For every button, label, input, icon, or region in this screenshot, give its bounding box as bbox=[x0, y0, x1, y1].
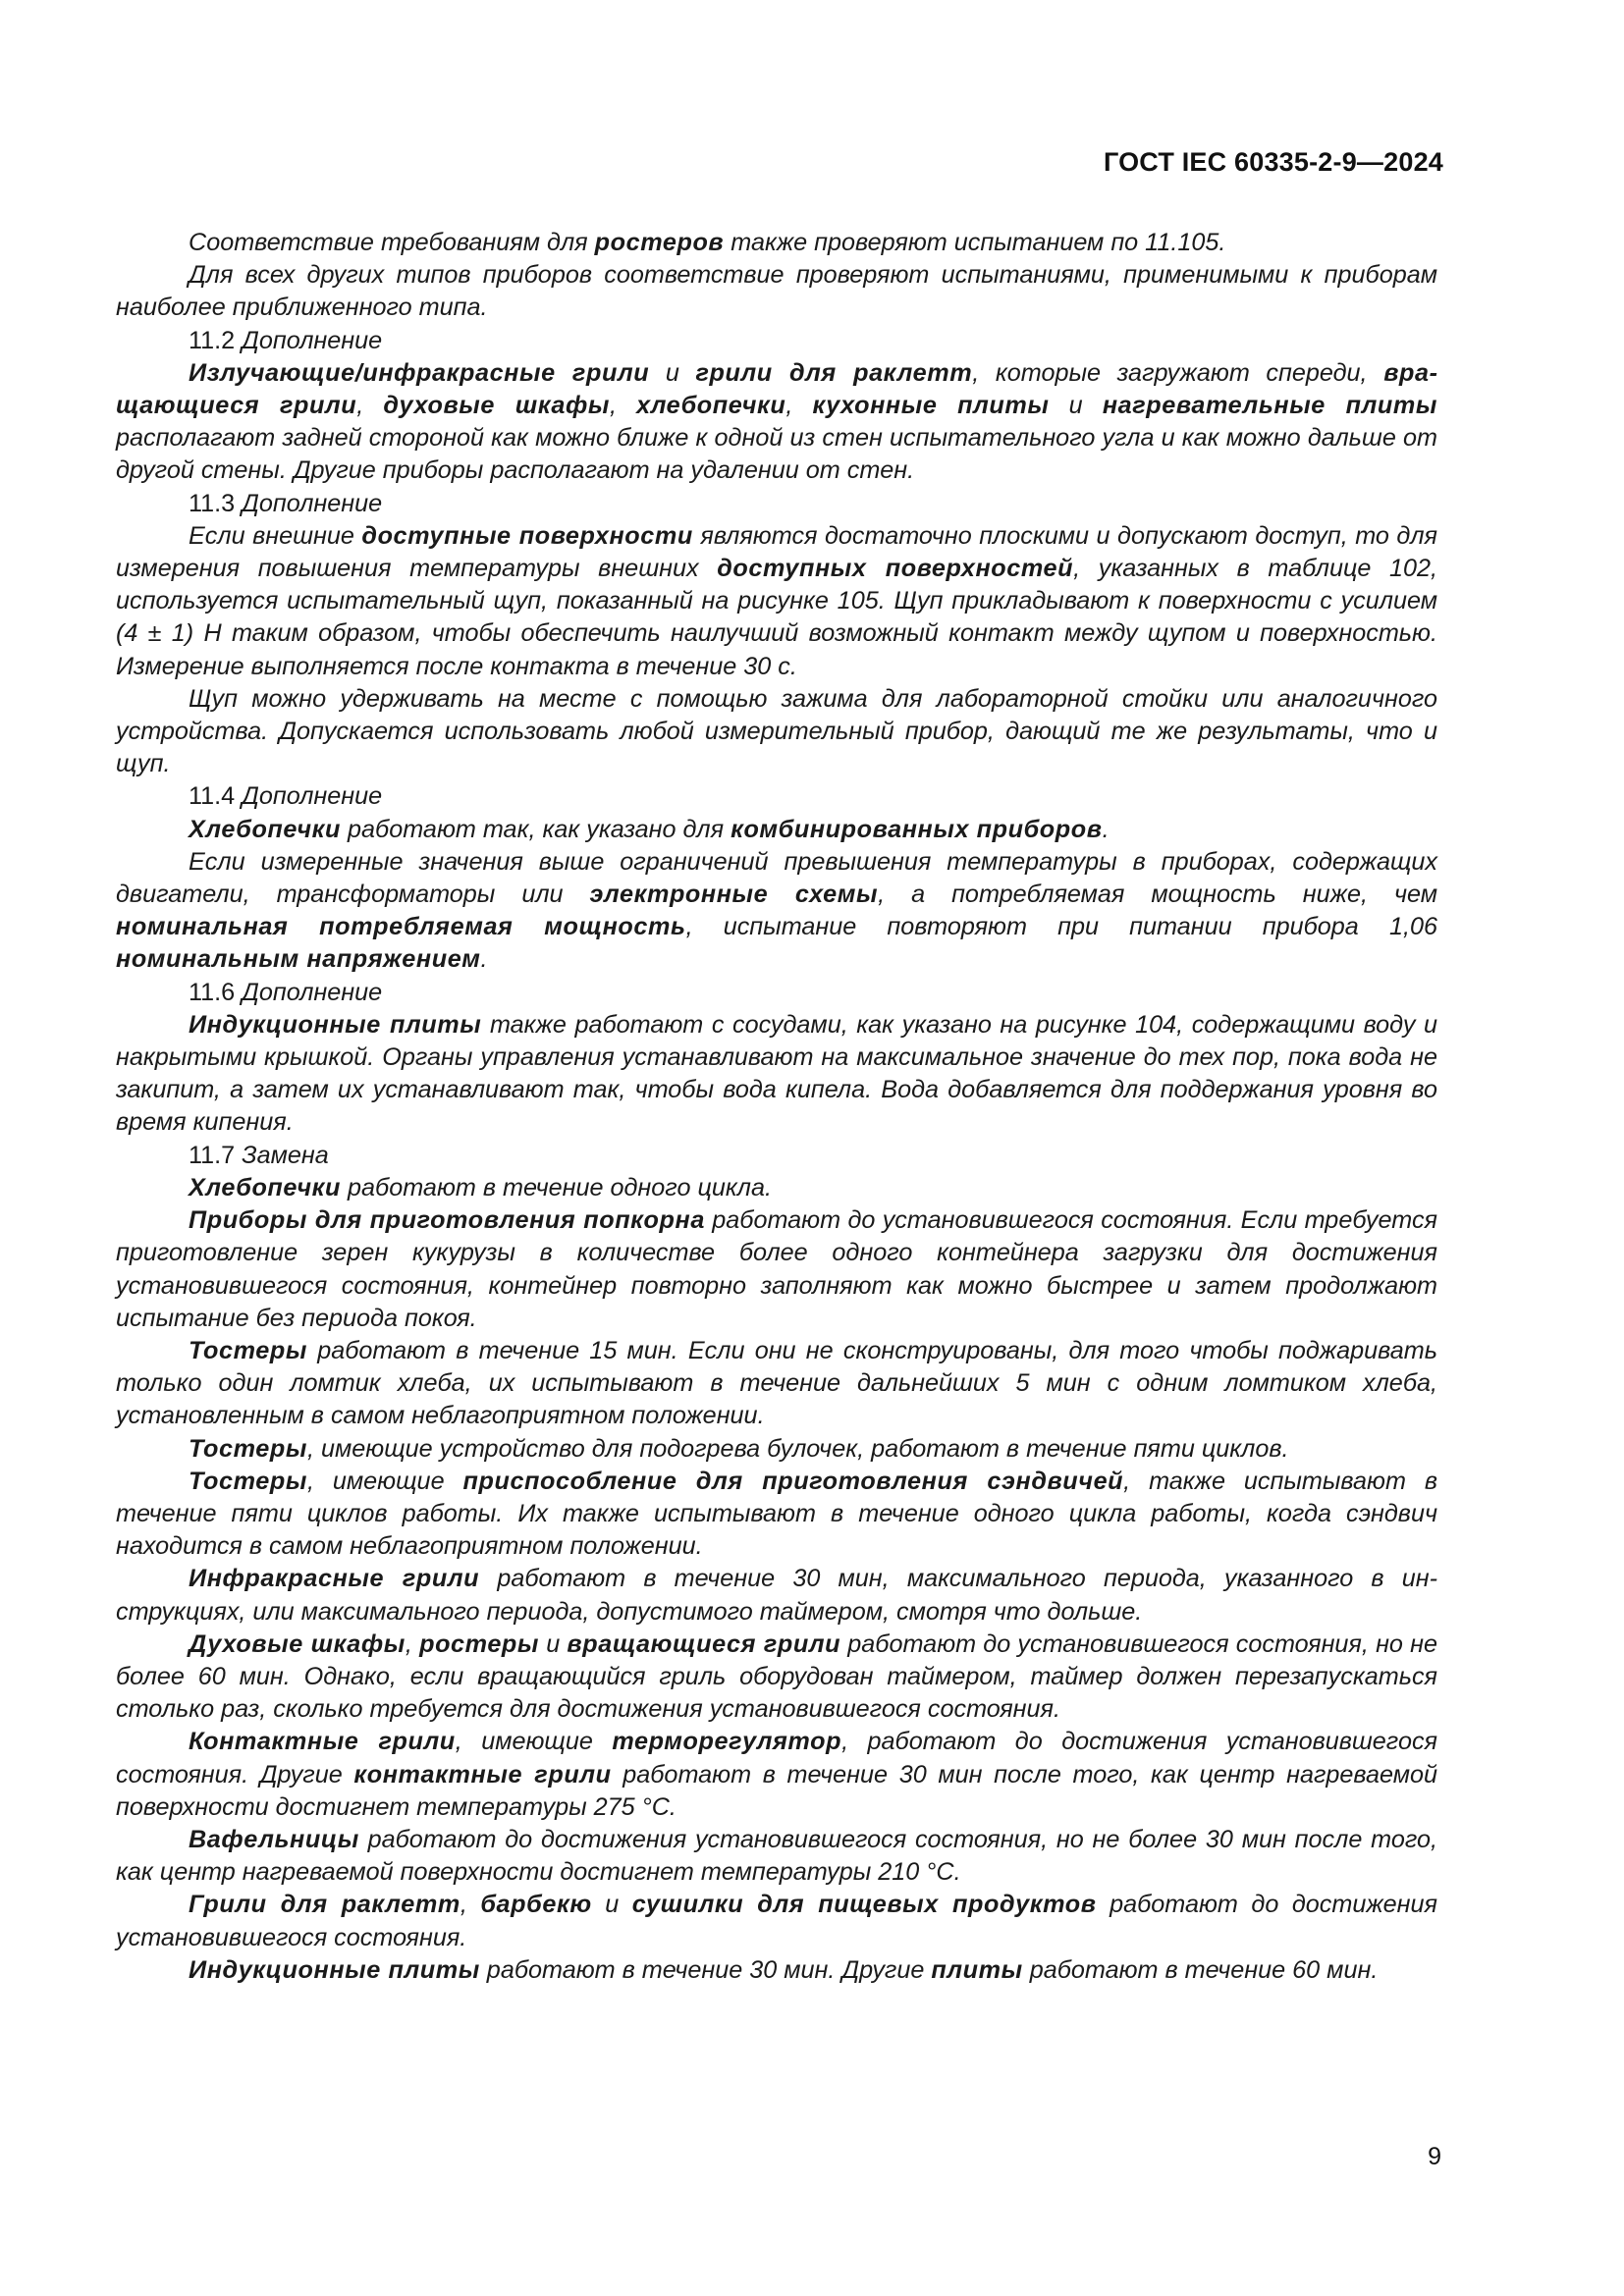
defined-term: Индукционные плиты bbox=[189, 1955, 480, 1984]
text-run: работают в течение 15 мин. Если они не сконструированы, для того чтобы поджаривать только один ломтик хлеба, их испытывают в течение дальнейших 5 мин с одним ломтиком хлеба, установленным в самом неблагоприятном положении. bbox=[116, 1336, 1437, 1430]
section-number: 11.6 bbox=[189, 978, 243, 1006]
section-number: 11.4 bbox=[189, 782, 243, 811]
text-run: , также испытывают в течение пяти циклов работы. Их также испытывают в течение одного цикла работы, когда сэндвич находится в самом неблагоприятном положении. bbox=[116, 1467, 1437, 1561]
defined-term: Приборы для приготовления попкорна bbox=[189, 1206, 705, 1235]
paragraph bbox=[116, 1466, 1437, 1564]
defined-term: Тостеры bbox=[189, 1336, 307, 1364]
paragraph bbox=[116, 227, 1437, 259]
defined-term: терморегулятор bbox=[612, 1728, 842, 1756]
section-heading-11-2 bbox=[116, 325, 1437, 357]
section-number: 11.3 bbox=[189, 489, 243, 517]
section-heading-11-4 bbox=[116, 780, 1437, 813]
paragraph bbox=[116, 1629, 1437, 1727]
text-run: , указанных в таблице 102, используется испытательный щуп, показанный на рисунке 105. Щуп прикладывают к поверхности с усилием (4 ± 1) Н таким образом, чтобы обеспечить наилучший возможный контакт между щупом и поверхностью. Измерение выполняется после контакта в течение 30 с. bbox=[116, 555, 1438, 680]
defined-term: духовые шкафы bbox=[383, 392, 610, 420]
defined-term: доступных поверхностей bbox=[717, 555, 1074, 583]
text-run: Щуп можно удерживать на месте с помощью зажима для лабораторной стойки или аналогичного устройства. Допускается использовать любой измерительный прибор, дающий те же результаты, что и щуп. bbox=[116, 684, 1437, 778]
defined-term: Контактные грили bbox=[189, 1728, 456, 1756]
defined-term: номинальным напряжением bbox=[116, 945, 481, 974]
defined-term: комбинированных приборов bbox=[731, 815, 1103, 843]
section-heading-11-3 bbox=[116, 488, 1437, 520]
paragraph bbox=[116, 520, 1437, 683]
defined-term: сушилки для пищевых продуктов bbox=[631, 1891, 1097, 1919]
defined-term: электронные схемы bbox=[589, 881, 879, 909]
text-run: работают так, как указано для bbox=[341, 815, 731, 843]
defined-term: ростеров bbox=[594, 229, 725, 256]
paragraph bbox=[116, 1009, 1437, 1140]
text-run: работают в течение 30 мин. Другие bbox=[479, 1955, 932, 1984]
text-run: также проверяют испытанием по 11.105. bbox=[724, 229, 1226, 256]
text-run: , имеющие устройство для подогрева булочек, работают в течение пяти циклов. bbox=[307, 1434, 1289, 1463]
defined-term: грили для раклетт bbox=[695, 358, 973, 387]
text-run: и bbox=[1049, 392, 1103, 420]
text-run: и bbox=[591, 1891, 632, 1919]
defined-term: барбекю bbox=[480, 1891, 592, 1919]
text-run: , имеющие bbox=[307, 1467, 463, 1495]
paragraph bbox=[116, 1954, 1437, 1987]
document-code: ГОСТ IEC 60335-2-9—2024 bbox=[1103, 147, 1443, 177]
text-run: работают до установившегося состояния, но не более 60 мин. Однако, если вращающийся гриль оборудован таймером, таймер должен перезапускаться столько раз, сколько требуется для достижения установившегося состояния. bbox=[116, 1629, 1437, 1724]
section-type: Дополнение bbox=[242, 978, 383, 1006]
defined-term: Хлебопечки bbox=[189, 1173, 342, 1201]
defined-term: вращающиеся грили bbox=[116, 358, 1437, 420]
defined-term: Тостеры bbox=[189, 1467, 307, 1495]
section-type: Дополнение bbox=[242, 326, 383, 354]
defined-term: контактные грили bbox=[353, 1760, 612, 1789]
text-run: , работают до достижения установившегося состояния. Другие bbox=[116, 1728, 1437, 1789]
paragraph bbox=[116, 1433, 1437, 1466]
section-heading-11-7 bbox=[116, 1140, 1437, 1172]
paragraph bbox=[116, 1335, 1437, 1433]
text-run: работают в течение 30 мин после того, как центр нагреваемой поверхности достигнет температуры 275 °C. bbox=[116, 1760, 1438, 1821]
text-run: , имеющие bbox=[455, 1728, 613, 1756]
text-run: работают до достижения установившегося состояния, но не более 30 мин после того, как центр нагреваемой поверхности достигнет температуры 210 °C. bbox=[116, 1825, 1437, 1887]
defined-term: Индукционные плиты bbox=[189, 1010, 482, 1039]
section-number: 11.2 bbox=[189, 326, 243, 354]
section-type: Дополнение bbox=[242, 782, 383, 811]
defined-term: ростеры bbox=[419, 1629, 540, 1658]
text-run: , bbox=[405, 1629, 420, 1658]
defined-term: хлебопечки bbox=[636, 392, 786, 420]
paragraph bbox=[116, 1563, 1437, 1628]
text-run: также работают с сосудами, как указано на рисунке 104, содержащими воду и накрытыми крышкой. Органы управления устанавливают на максимальное значение до тех пор, пока вода не закипит, а затем их устанавливают так, чтобы вода кипела. Вода добавляется для поддержания уровня во время кипения. bbox=[116, 1010, 1437, 1137]
defined-term: вращающиеся грили bbox=[567, 1629, 841, 1658]
defined-term: плиты bbox=[931, 1955, 1023, 1984]
defined-term: нагревательные плиты bbox=[1102, 392, 1437, 420]
text-run: работают в течение одного цикла. bbox=[341, 1173, 772, 1201]
section-heading-11-6 bbox=[116, 977, 1437, 1009]
paragraph bbox=[116, 683, 1437, 781]
text-run: , а потребляемая мощность ниже, чем bbox=[878, 881, 1437, 909]
defined-term: Хлебопечки bbox=[189, 815, 342, 843]
text-run: , bbox=[460, 1891, 481, 1919]
text-run: работают до установившегося состояния. Если требуется приготовление зерен кукурузы в количестве более одного контейнера загрузки для достижения установившегося состояния, контейнер повторно заполняют как можно быстрее и затем продолжают испытание без периода покоя. bbox=[116, 1206, 1438, 1332]
defined-term: Инфракрасные грили bbox=[189, 1565, 480, 1593]
defined-term: доступные поверхности bbox=[361, 521, 693, 550]
text-run: . bbox=[1102, 815, 1110, 843]
text-run: являются достаточно плоскими и допускают доступ, то для измерения повышения температуры внешних bbox=[116, 521, 1438, 583]
document-body bbox=[116, 227, 1437, 1987]
defined-term: Тостеры bbox=[189, 1434, 307, 1463]
paragraph bbox=[116, 357, 1437, 488]
text-run: и bbox=[649, 358, 696, 387]
defined-term: Излучающие/инфракрасные грили bbox=[189, 358, 650, 387]
text-run: , которые загружают спереди, bbox=[972, 358, 1384, 387]
defined-term: номинальная потребляемая мощность bbox=[116, 913, 686, 941]
text-run: располагают задней стороной как можно ближе к одной из стен испытательного угла и как можно дальше от другой стены. Другие приборы располагают на удалении от стен. bbox=[116, 424, 1437, 485]
text-run: . bbox=[480, 945, 488, 974]
page-number: 9 bbox=[1428, 2143, 1441, 2170]
section-type: Дополнение bbox=[242, 489, 383, 517]
section-number: 11.7 bbox=[189, 1141, 243, 1169]
text-run: , bbox=[785, 392, 813, 420]
defined-term: Духовые шкафы bbox=[189, 1629, 406, 1658]
paragraph bbox=[116, 1726, 1437, 1824]
paragraph bbox=[116, 1172, 1437, 1204]
defined-term: приспособление для приготовления сэндвичей bbox=[462, 1467, 1124, 1495]
defined-term: Вафельницы bbox=[189, 1825, 359, 1853]
paragraph bbox=[116, 1889, 1437, 1953]
section-type: Замена bbox=[242, 1141, 329, 1169]
text-run: , испытание повторяют при питании прибора 1,06 bbox=[685, 913, 1437, 941]
text-run: работают до достижения установившегося состояния. bbox=[116, 1891, 1437, 1951]
paragraph bbox=[116, 1824, 1437, 1889]
paragraph bbox=[116, 814, 1437, 846]
defined-term: кухонные плиты bbox=[812, 392, 1050, 420]
text-run: Соответствие требованиям для bbox=[189, 229, 595, 256]
text-run: работают в течение 60 мин. bbox=[1022, 1955, 1379, 1984]
text-run: Если измеренные значения выше ограничений превышения температуры в приборах, содержащих двигатели, трансформаторы или bbox=[116, 847, 1437, 909]
paragraph bbox=[116, 846, 1437, 977]
text-run: , bbox=[610, 392, 637, 420]
text-run: , bbox=[356, 392, 384, 420]
text-run: Если внешние bbox=[189, 521, 362, 550]
text-run: Для всех других типов приборов соответствие проверяют испытаниями, применимыми к приборам наиболее приближенного типа. bbox=[116, 261, 1437, 322]
text-run: и bbox=[539, 1629, 568, 1658]
paragraph bbox=[116, 259, 1437, 324]
text-run: работают в течение 30 мин, максимального периода, указанного в инструкциях, или максимального периода, допустимого таймером, смотря что дольше. bbox=[116, 1565, 1437, 1626]
defined-term: Грили для раклетт bbox=[189, 1891, 460, 1919]
paragraph bbox=[116, 1204, 1437, 1335]
